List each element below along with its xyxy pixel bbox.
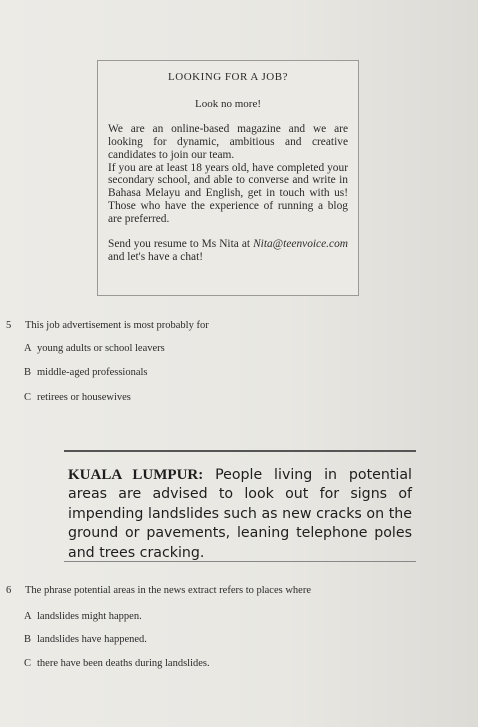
option-letter: A [24,343,32,354]
advert-paragraph-2: If you are at least 18 years old, have completed your secondary school, and able to converse and write in Bahasa Melayu and English, get in touch with us! Those who have the experience of running a blog are preferred. [108,161,348,226]
question-6-option-a[interactable] [24,611,142,622]
question-5-option-a[interactable] [24,343,165,354]
question-5-option-b[interactable] [24,367,148,378]
advert-paragraph-1: We are an online-based magazine and we are looking for dynamic, ambitious and creative candidates to join our team. [108,122,348,161]
news-extract [64,450,416,562]
option-text: landslides have happened. [37,634,147,645]
option-letter: C [24,392,32,403]
question-6-option-c[interactable] [24,658,210,669]
question-6-stem: The phrase potential areas in the news extract refers to places where [25,585,311,596]
advert-subtitle: Look no more! [195,97,261,110]
advert-contact-email: Nita@teenvoice.com [253,238,348,251]
question-6-option-b[interactable] [24,634,147,645]
advert-contact [108,238,348,264]
question-6-number: 6 [6,585,12,596]
question-5-number: 5 [6,320,12,331]
question-5-stem: This job advertisement is most probably for [25,320,209,331]
advert-contact-end: and let's have a chat! [108,250,204,263]
option-text: retirees or housewives [37,392,131,403]
option-text: there have been deaths during landslides. [37,658,210,669]
question-5-option-c[interactable] [24,392,131,403]
advert-contact-text: Send you resume to Ms Nita at [108,238,254,251]
advert-title: LOOKING FOR A JOB? [168,71,288,83]
option-text: middle-aged professionals [37,367,148,378]
option-text: landslides might happen. [37,611,142,622]
option-letter: B [24,367,32,378]
option-letter: A [24,611,32,622]
option-letter: C [24,658,32,669]
news-kicker: KUALA LUMPUR: [68,467,204,483]
job-advertisement [97,60,359,296]
news-body: People living in potential areas are advised to look out for signs of impending landslides such as new cracks on the ground or pavements, leaning telephone poles and trees cracking. [68,467,412,561]
option-text: young adults or school leavers [37,343,165,354]
option-letter: B [24,634,32,645]
